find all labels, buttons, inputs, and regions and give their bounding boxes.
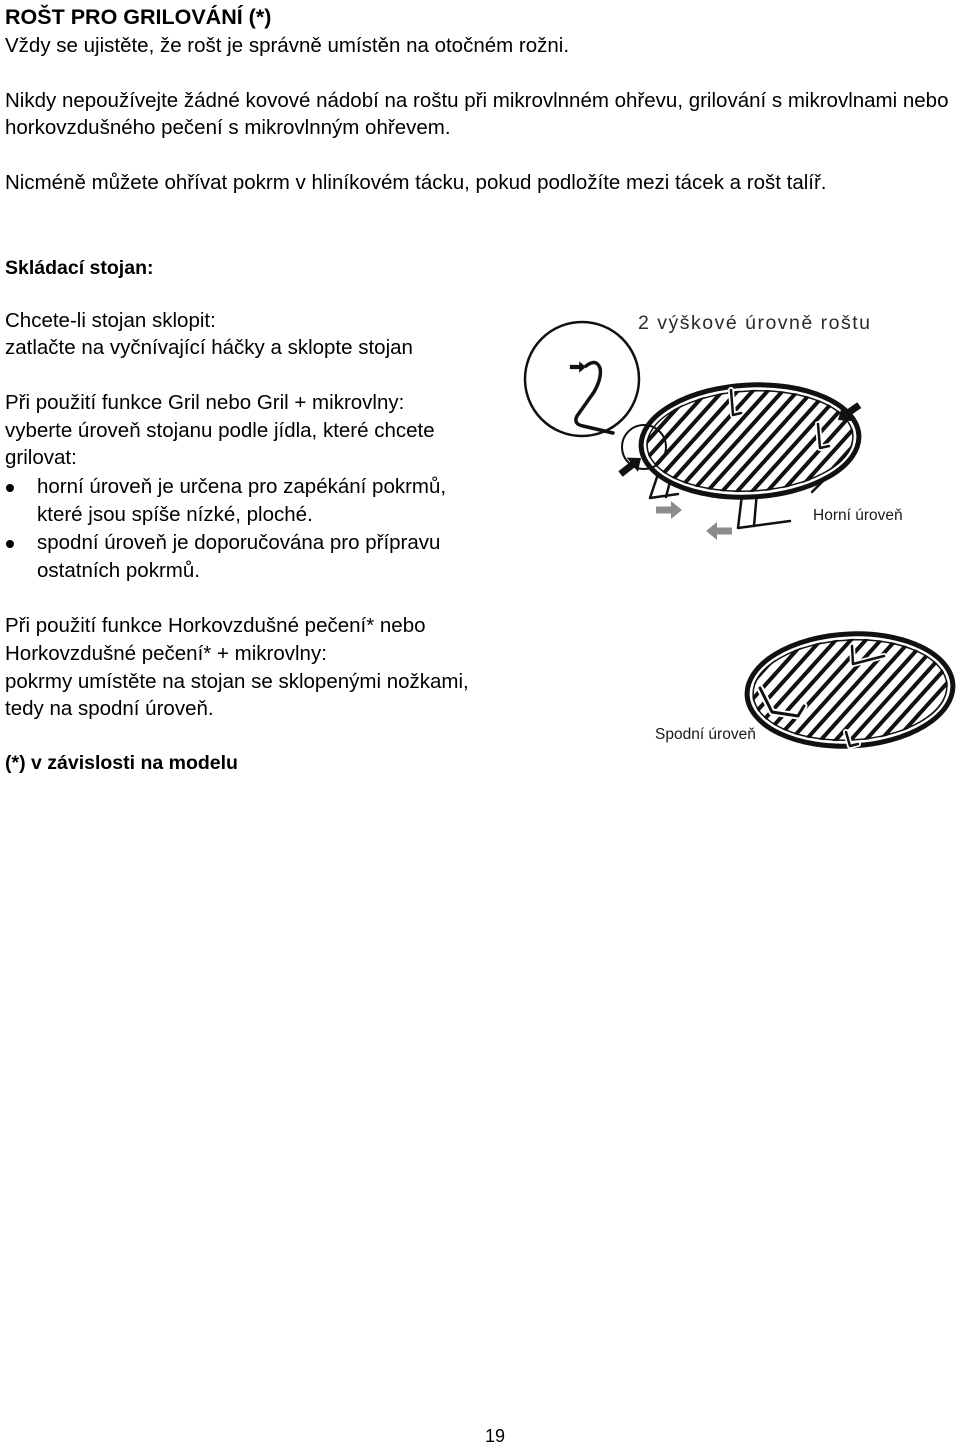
fold-arrow-icon bbox=[656, 501, 682, 519]
bullet-item-text: které jsou spíše nízké, ploché. bbox=[37, 503, 313, 526]
convection-instruction-line: Při použití funkce Horkovzdušné pečení* nebo bbox=[5, 614, 426, 637]
page-number: 19 bbox=[485, 1426, 506, 1446]
grill-instruction-line: Při použití funkce Gril nebo Gril + mikrovlny: bbox=[5, 391, 405, 414]
bullet-item-text: spodní úroveň je doporučována pro přípravu bbox=[37, 531, 441, 554]
intro-line: Vždy se ujistěte, že rošt je správně umístěn na otočném rožni. bbox=[5, 34, 570, 57]
subsection-heading: Skládací stojan: bbox=[5, 257, 154, 279]
convection-instruction-line: tedy na spodní úroveň. bbox=[5, 697, 214, 720]
fold-instruction-line: zatlačte na vyčnívající háčky a sklopte stojan bbox=[5, 336, 413, 359]
hook-detail bbox=[525, 322, 639, 436]
aluminium-note: Nicméně můžete ohřívat pokrm v hliníkovém tácku, pokud podložíte mezi tácek a rošt talíř. bbox=[5, 171, 827, 194]
bullet-item-text: ostatních pokrmů. bbox=[37, 559, 200, 582]
convection-instruction-line: pokrmy umístěte na stojan se sklopenými nožkami, bbox=[5, 670, 469, 693]
convection-instruction-line: Horkovzdušné pečení* + mikrovlny: bbox=[5, 642, 327, 665]
upper-level-label: Horní úroveň bbox=[813, 507, 903, 524]
section-title: ROŠT PRO GRILOVÁNÍ (*) bbox=[5, 5, 272, 29]
warning-line: horkovzdušného pečení s mikrovlnným ohřevem. bbox=[5, 116, 451, 139]
grill-instruction-line: grilovat: bbox=[5, 446, 77, 469]
figure-title: 2 výškové úrovně roštu bbox=[638, 312, 872, 334]
bullet-item-text: horní úroveň je určena pro zapékání pokrmů, bbox=[37, 475, 447, 498]
magnifier-circle bbox=[525, 322, 639, 436]
lower-level-label: Spodní úroveň bbox=[655, 726, 756, 743]
fold-arrow-icon bbox=[706, 522, 732, 540]
model-footnote: (*) v závislosti na modelu bbox=[5, 752, 238, 774]
warning-line: Nikdy nepoužívejte žádné kovové nádobí na roštu při mikrovlnném ohřevu, grilování s mikrovlnami nebo bbox=[5, 89, 949, 112]
grill-instruction-line: vyberte úroveň stojanu podle jídla, které chcete bbox=[5, 419, 435, 442]
fold-instruction-line: Chcete-li stojan sklopit: bbox=[5, 309, 216, 332]
